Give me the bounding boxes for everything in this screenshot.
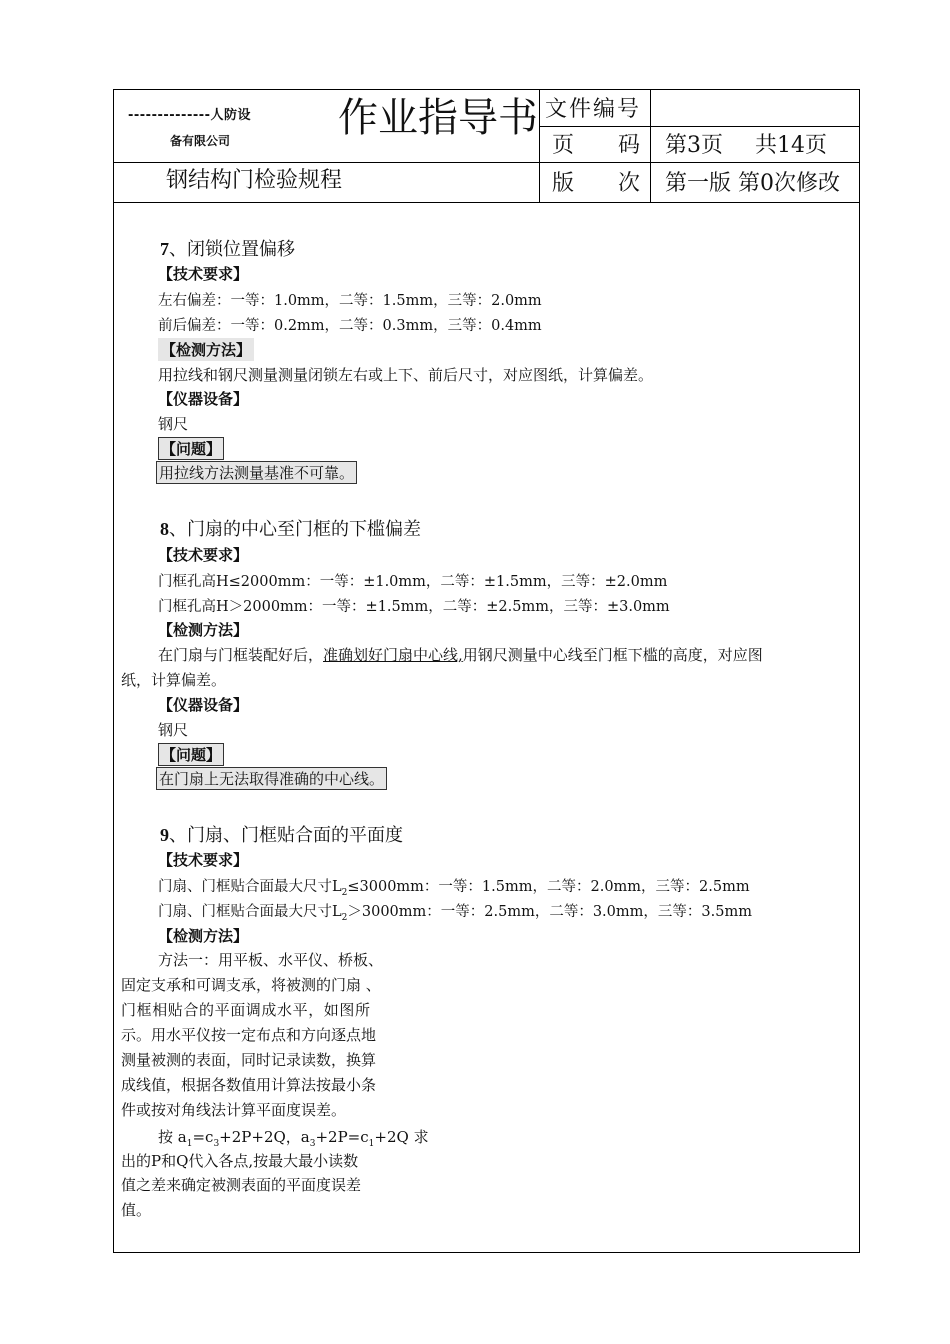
section-7-issue: 用拉线方法测量基准不可靠。	[156, 461, 357, 484]
formula-line: 按 $a_1=c_3+2P+2Q$，$a_3+2P=c_1+2Q$ 求	[158, 1128, 429, 1149]
section-7-title: 7、闭锁位置偏移	[160, 239, 295, 260]
page-total: 共14页	[755, 133, 827, 158]
file-number-label: 文件编号	[545, 97, 642, 122]
company-name-line2: 备有限公司	[170, 134, 231, 148]
section-7-method-tag: 【检测方法】	[158, 338, 254, 361]
company-name-line1: --------------人防设	[128, 108, 252, 123]
formula-line: 值。	[121, 1201, 152, 1219]
section-7-tech-line: 前后偏差：一等：0.2mm，二等：0.3mm，三等：0.4mm	[158, 318, 542, 334]
version-value: 第一版 第0次修改	[665, 171, 840, 196]
section-8-title: 8、门扇的中心至门框的下槛偏差	[160, 519, 421, 540]
page-label-2: 码	[618, 133, 641, 158]
section-8-method-line-1: 在门扇与门框装配好后，准确划好门扇中心线,用钢尺测量中心线至门框下槛的高度，对应图	[158, 646, 763, 664]
formula-line: 出的P和Q代入各点,按最大最小读数	[121, 1152, 359, 1170]
header-divider	[113, 202, 860, 203]
section-7-equip-tag: 【仪器设备】	[158, 390, 249, 408]
section-9-method-tag: 【检测方法】	[158, 927, 249, 945]
section-8-tech-tag: 【技术要求】	[158, 546, 249, 564]
section-8-equip-tag: 【仪器设备】	[158, 696, 249, 714]
formula-line: 值之差来确定被测表面的平面度误差	[121, 1176, 362, 1194]
document-title: 作业指导书	[338, 95, 538, 141]
version-label-1: 版	[552, 171, 575, 196]
section-8-method-line-2: 纸，计算偏差。	[121, 671, 227, 689]
version-label-2: 次	[618, 171, 641, 196]
method-line: 成线值，根据各数值用计算法按最小条	[121, 1076, 377, 1094]
section-9-tech-line: 门扇、门框贴合面最大尺寸$L_2\le 3000mm$：一等：1.5mm，二等：2.0mm，三等：2.5mm	[158, 879, 750, 898]
header-divider	[650, 89, 651, 202]
section-8-method-tag: 【检测方法】	[158, 621, 249, 639]
section-7-tech-tag: 【技术要求】	[158, 265, 249, 283]
section-7-method-text: 用拉线和钢尺测量测量闭锁左右或上下、前后尺寸，对应图纸，计算偏差。	[158, 366, 654, 384]
method-line: 方法一：用平板、水平仪、桥板、	[158, 951, 384, 969]
header-divider	[539, 126, 860, 127]
method-line: 示。用水平仪按一定布点和方向逐点地	[121, 1026, 377, 1044]
center-line-emphasis: 准确划好门扇中心线,	[323, 646, 463, 664]
section-7-issue-tag: 【问题】	[158, 437, 224, 460]
method-line: 门框相贴合的平面调成水平，如图所	[121, 1001, 371, 1019]
method-line: 测量被测的表面，同时记录读数，换算	[121, 1051, 377, 1069]
section-9-title: 9、门扇、门框贴合面的平面度	[160, 825, 403, 846]
section-8-issue-tag: 【问题】	[158, 743, 224, 766]
section-9-tech-line: 门扇、门框贴合面最大尺寸$L_2>3000mm$：一等：2.5mm，二等：3.0mm，三等：3.5mm	[158, 904, 752, 923]
section-9-tech-tag: 【技术要求】	[158, 851, 249, 869]
subject-title: 钢结构门检验规程	[166, 168, 343, 193]
page-label-1: 页	[552, 133, 575, 158]
section-8-issue: 在门扇上无法取得准确的中心线。	[156, 767, 387, 790]
method-line: 固定支承和可调支承，将被测的门扇 、	[121, 976, 381, 994]
section-8-tech-line: 门框孔高H＞2000mm：一等：±1.5mm，二等：±2.5mm，三等：±3.0mm	[158, 599, 670, 615]
section-8-equip: 钢尺	[158, 721, 189, 739]
header-divider	[539, 89, 540, 202]
page-number: 第3页	[665, 133, 723, 158]
section-8-tech-line: 门框孔高H≤2000mm：一等：±1.0mm，二等：±1.5mm，三等：±2.0mm	[158, 574, 668, 590]
section-7-equip: 钢尺	[158, 415, 189, 433]
section-7-tech-line: 左右偏差：一等：1.0mm，二等：1.5mm，三等：2.0mm	[158, 293, 542, 309]
method-line: 件或按对角线法计算平面度误差。	[121, 1101, 347, 1119]
